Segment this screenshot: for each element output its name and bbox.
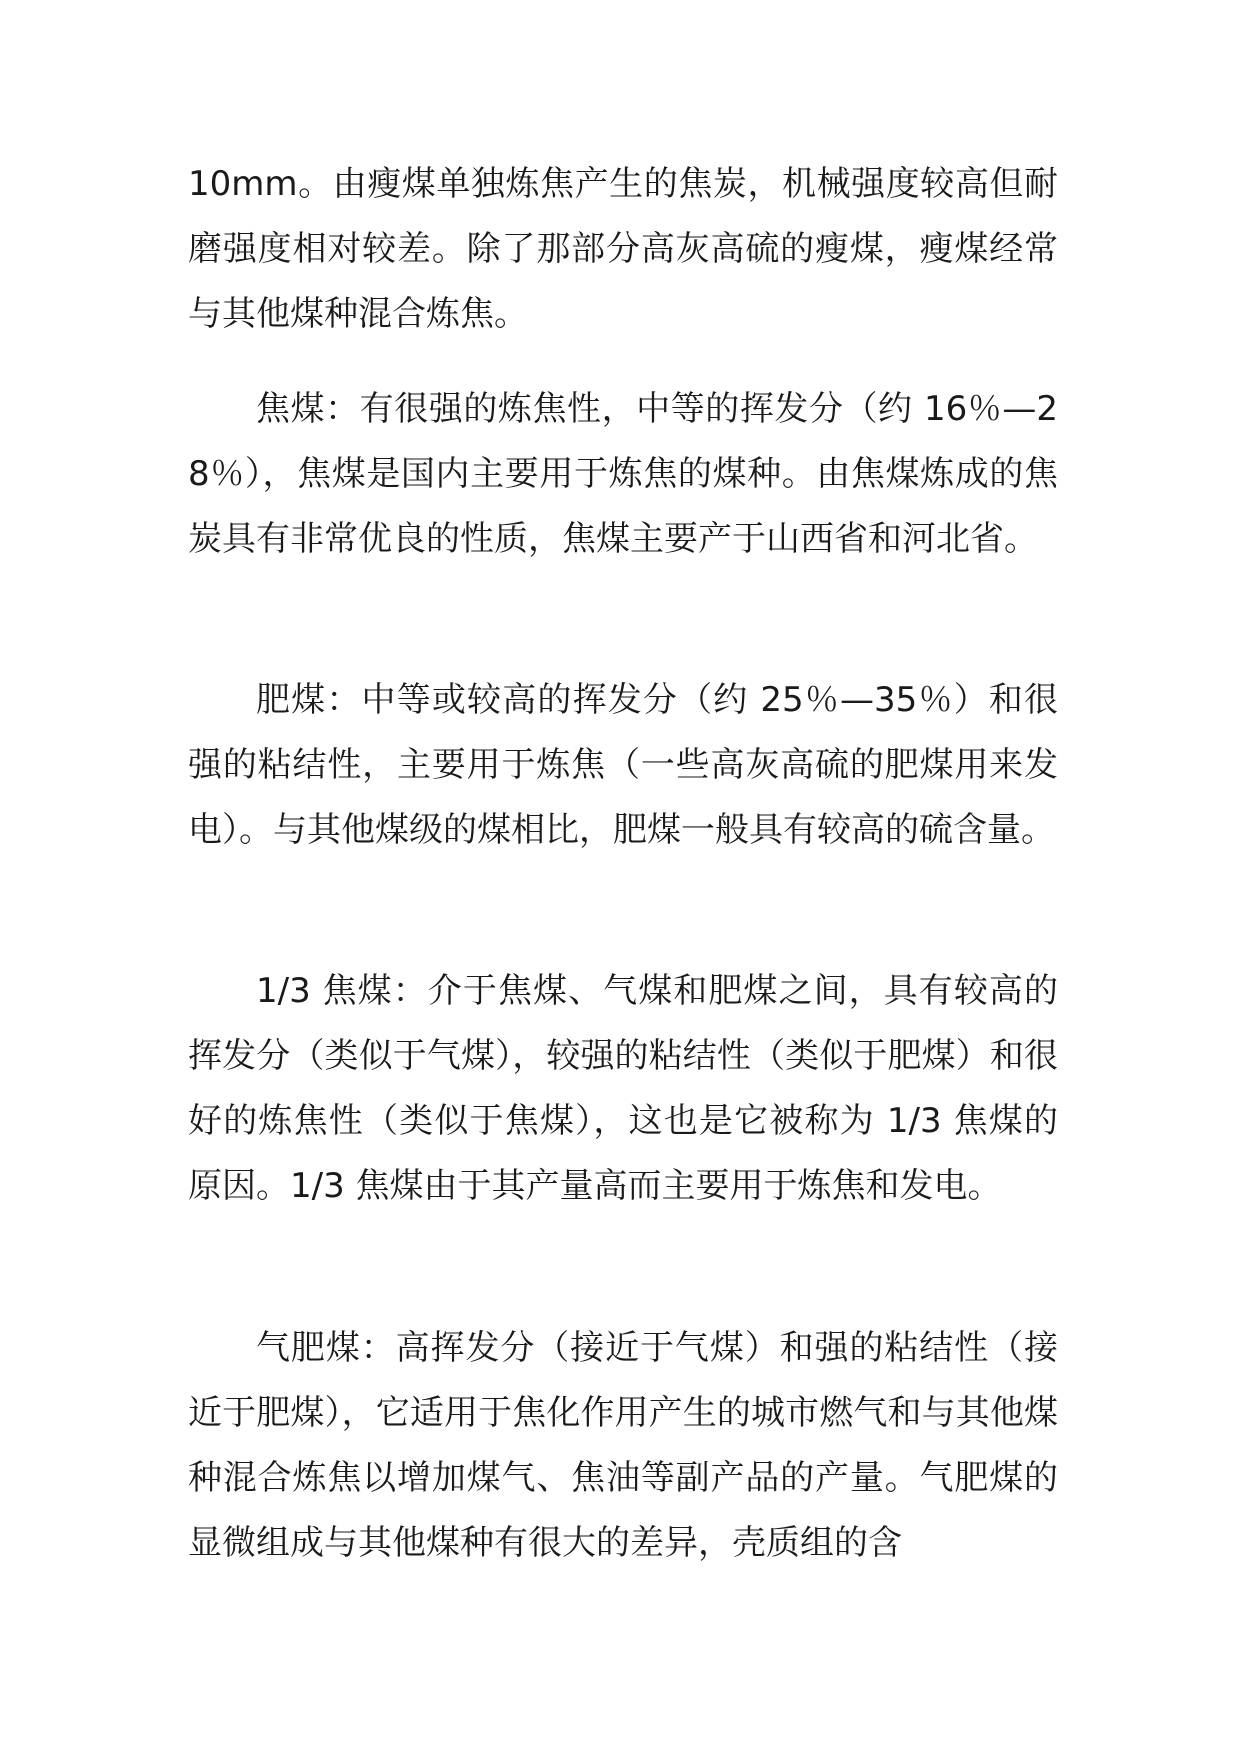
- paragraph-coking-coal: 焦煤：有很强的炼焦性，中等的挥发分（约 16％—28％），焦煤是国内主要用于炼焦的煤种。由焦煤炼成的焦炭具有非常优良的性质，焦煤主要产于山西省和河北省。: [188, 389, 1058, 559]
- paragraph-one-third-coking-coal: 1/3 焦煤：介于焦煤、气煤和肥煤之间，具有较高的挥发分（类似于气煤），较强的粘结性（类似于肥煤）和很好的炼焦性（类似于焦煤），这也是它被称为 1/3 焦煤的原因。1/3 焦煤由于其产量高而主要用于炼焦和发电。: [188, 971, 1058, 1206]
- paragraph-gas-fat-coal: 气肥煤：高挥发分（接近于气煤）和强的粘结性（接近于肥煤），它适用于焦化作用产生的城市燃气和与其他煤种混合炼焦以增加煤气、焦油等副产品的产量。气肥煤的显微组成与其他煤种有很大的差异，壳质组的含: [188, 1328, 1058, 1563]
- paragraph-fat-coal: 肥煤：中等或较高的挥发分（约 25％—35％）和很强的粘结性，主要用于炼焦（一些高灰高硫的肥煤用来发电）。与其他煤级的煤相比，肥煤一般具有较高的硫含量。: [188, 680, 1058, 850]
- paragraph-lean-coal-continued: 10mm。由瘦煤单独炼焦产生的焦炭，机械强度较高但耐磨强度相对较差。除了那部分高灰高硫的瘦煤，瘦煤经常与其他煤种混合炼焦。: [188, 164, 1058, 334]
